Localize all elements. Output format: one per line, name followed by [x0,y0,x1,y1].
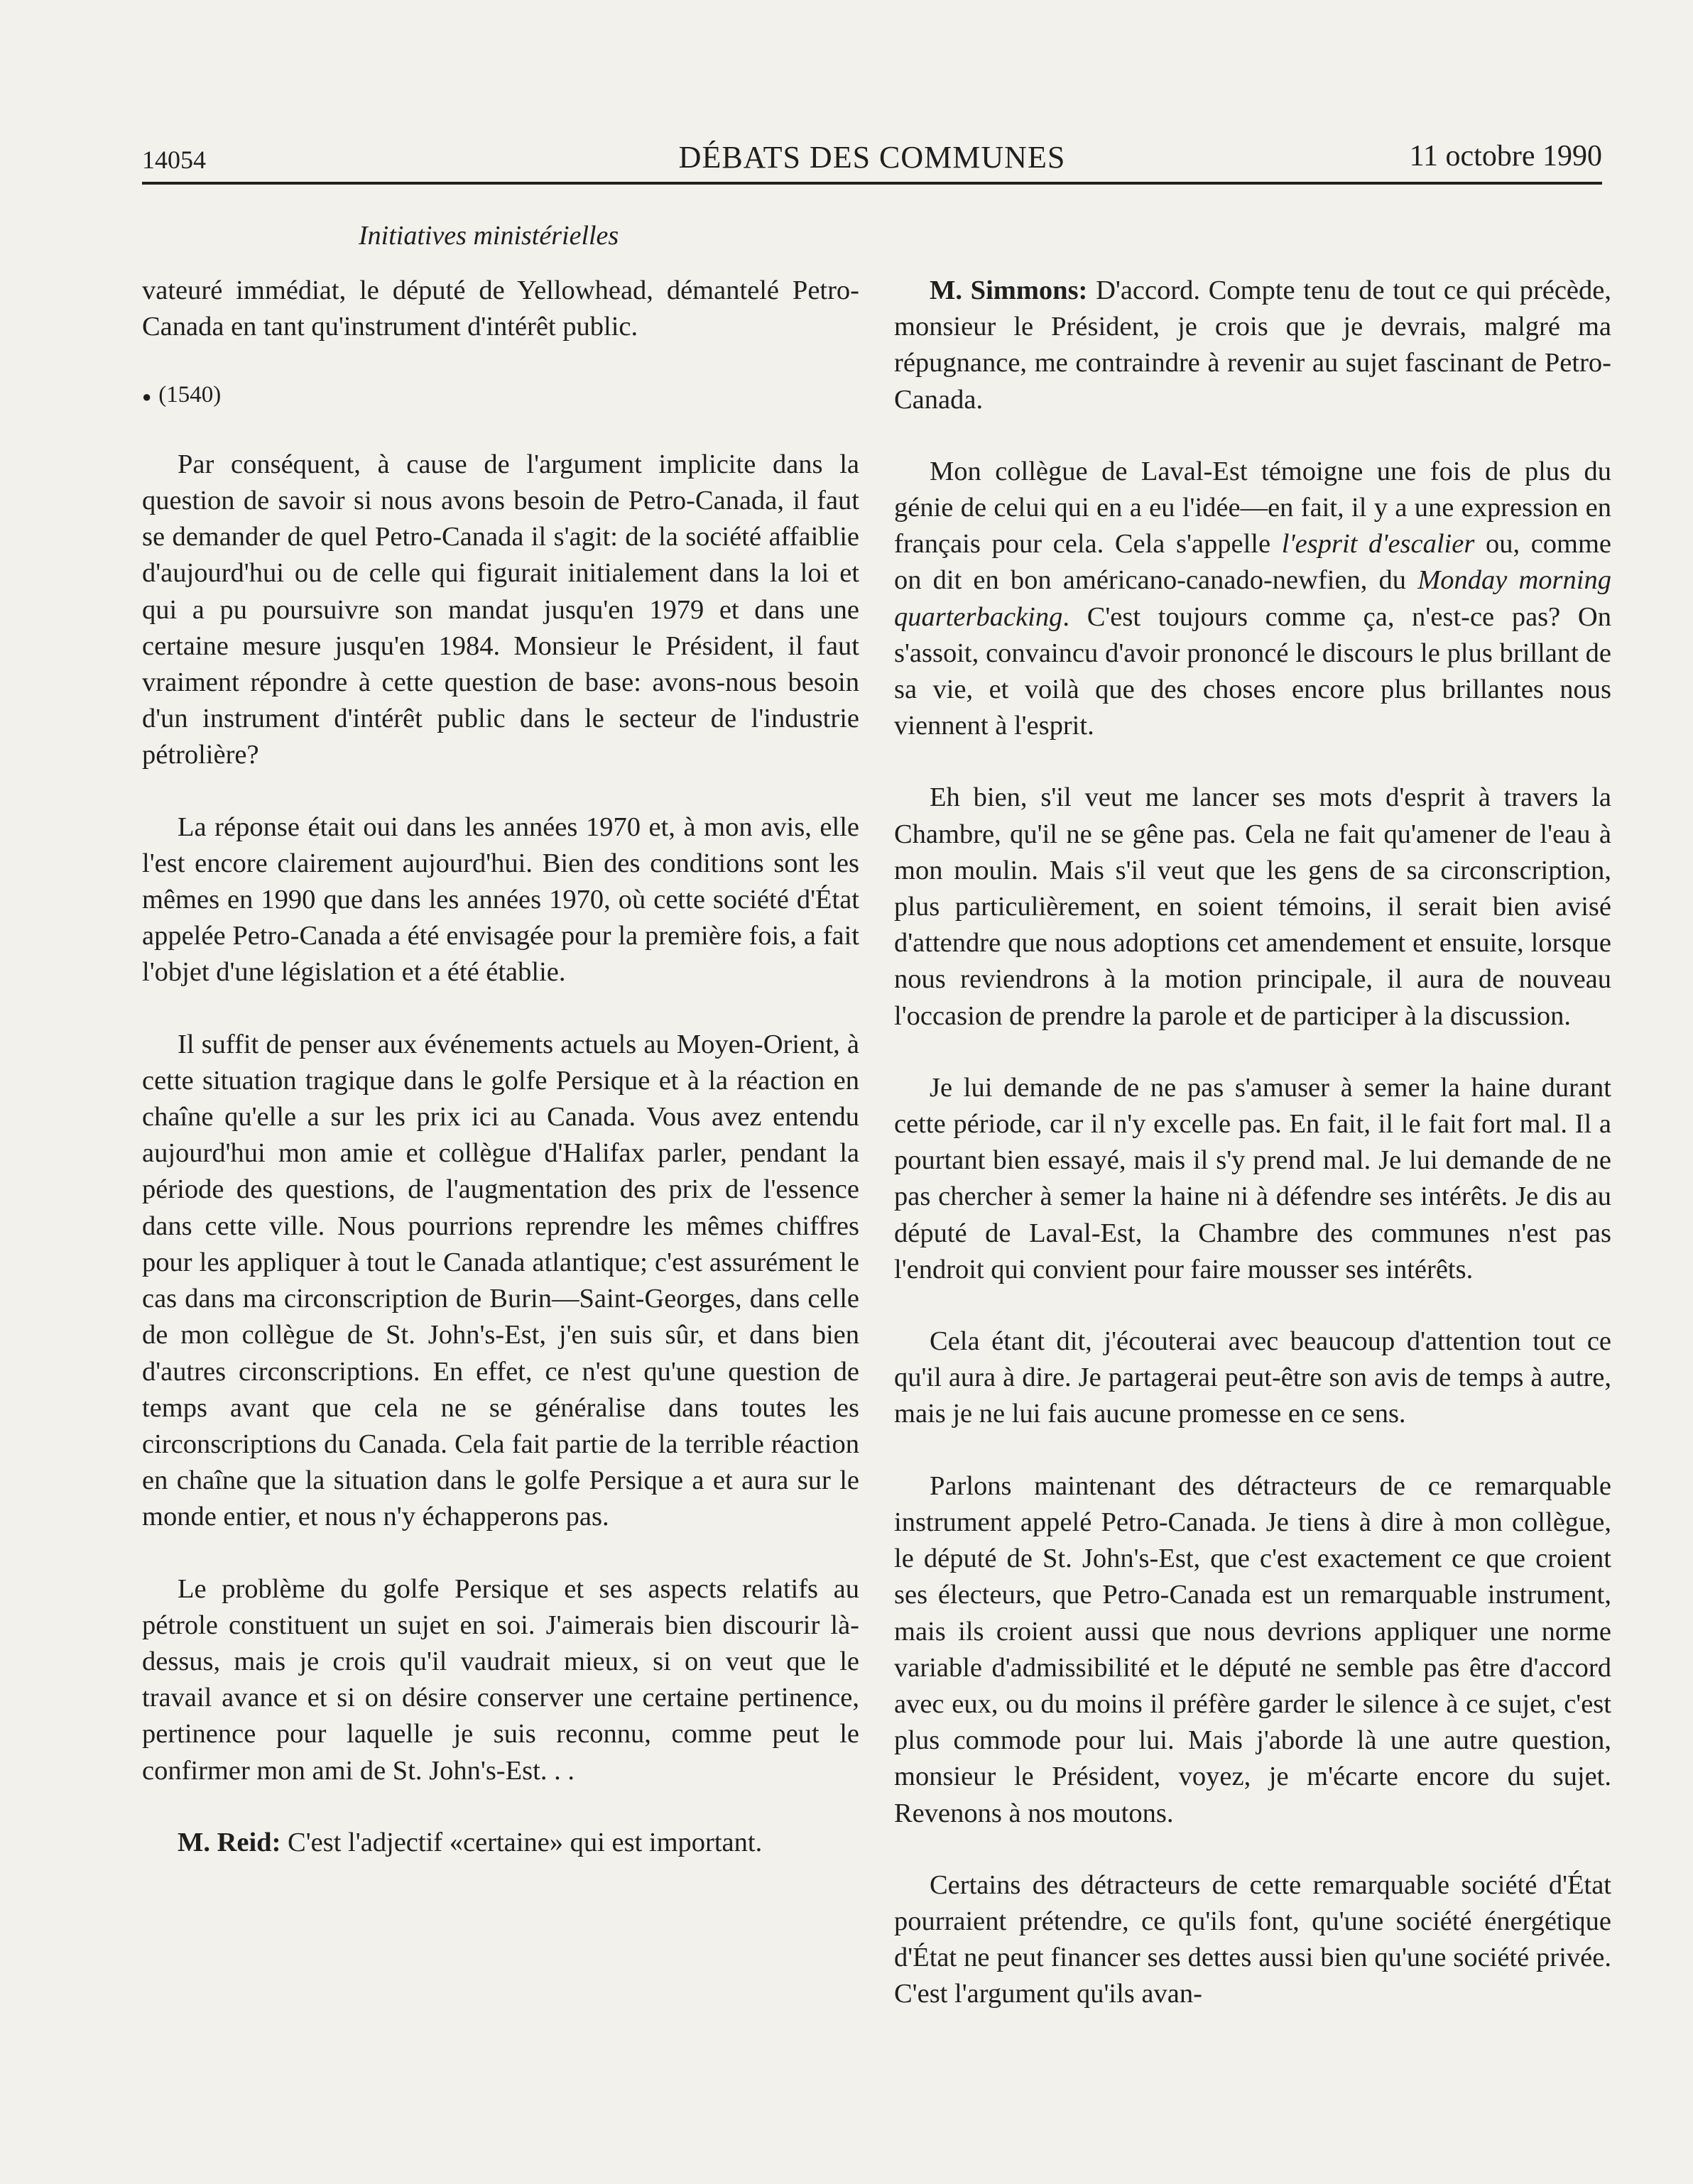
timestamp [142,381,859,410]
paragraph [894,454,1611,745]
speech-text: C'est l'adjectif «certaine» qui est important. [288,1827,763,1857]
paragraph: La réponse était oui dans les années 1970 et, à mon avis, elle l'est encore clairement aujourd'hui. Bien des conditions sont les mêmes en 1990 que dans les années 1970, où cette société d'État appelée Petro-Canada a été envisagée pour la première fois, a fait l'objet d'une législation et a été établie. [142,812,859,988]
paragraph [894,273,1611,418]
header-date: 11 octobre 1990 [1409,140,1602,173]
paragraph: Le problème du golfe Persique et ses aspects relatifs au pétrole constituent un sujet en soi. J'aimerais bien discourir là-dessus, mais je crois qu'il vaudrait mieux, si on veut que le travail avance et si on désire conserver une certaine pertinence, pertinence pour laquelle je suis reconnu, comme peut le confirmer mon ami de St. John's-Est. . . [142,1573,859,1786]
paragraph [142,1825,859,1861]
running-title: DÉBATS DES COMMUNES [678,140,1066,175]
italic-text: Monday morning quarterbacking [894,565,1611,632]
bullet-icon: ● [142,387,152,405]
speaker-name: M. Simmons: [930,275,1088,305]
speech-text: D'accord. Compte tenu de tout ce qui précède, monsieur le Président, je crois que je devrais, malgré ma répugnance, me contraindre à revenir au sujet fascinant de Petro-Canada. [894,275,1611,415]
paragraph: vateuré immédiat, le député de Yellowhead, démantelé Petro-Canada en tant qu'instrument d'intérêt public. [142,275,859,342]
timestamp-text: (1540) [158,382,222,408]
header-rule [142,182,1602,185]
section-label: Initiatives ministérielles [359,221,619,251]
right-column [894,273,1611,2013]
page-header [142,139,1602,183]
paragraph: Certains des détracteurs de cette remarquable société d'État pourraient prétendre, ce qu'ils font, qu'une société énergétique d'État ne peut financer ses dettes aussi bien qu'une société privée. C'est l'argument qu'ils avan- [894,1869,1611,2009]
paragraph: Parlons maintenant des détracteurs de ce remarquable instrument appelé Petro-Canada. Je tiens à dire à mon collègue, le député de St. John's-Est, que c'est exactement ce que croient ses électeurs, que Petro-Canada est un remarquable instrument, mais ils croient aussi que nous devrions appliquer une norme variable d'admissibilité et le député ne semble pas être d'accord avec eux, ou du moins il préfère garder le silence à ce sujet, c'est plus commode pour lui. Mais j'aborde là une autre question, monsieur le Président, voyez, je m'écarte encore du sujet. Revenons à nos moutons. [894,1470,1611,1828]
paragraph: Eh bien, s'il veut me lancer ses mots d'esprit à travers la Chambre, qu'il ne se gêne pas. Cela ne fait qu'amener de l'eau à mon moulin. Mais s'il veut que les gens de sa circonscription, plus particulièrement, en soient témoins, il serait bien avisé d'attendre que nous adoptions cet amendement et ensuite, lorsque nous reviendrons à la motion principale, il aura de nouveau l'occasion de prendre la parole et de participer à la discussion. [894,782,1611,1031]
paragraph: Je lui demande de ne pas s'amuser à semer la haine durant cette période, car il n'y excelle pas. En fait, il le fait fort mal. Il a pourtant bien essayé, mais il s'y prend mal. Je lui demande de ne pas chercher à semer la haine ni à défendre ses intérêts. Je dis au député de Laval-Est, la Chambre des communes n'est pas l'endroit qui convient pour faire mousser ses intérêts. [894,1072,1611,1284]
text-run: . C'est toujours comme ça, n'est-ce pas? On s'assoit, convaincu d'avoir prononcé le discours le plus brillant de sa vie, et voilà que des choses encore plus brillantes nous viennent à l'esprit. [894,601,1611,741]
paragraph: Il suffit de penser aux événements actuels au Moyen-Orient, à cette situation tragique dans le golfe Persique et à la réaction en chaîne qu'elle a sur les prix ici au Canada. Vous avez entendu aujourd'hui mon amie et collègue d'Halifax parler, pendant la période des questions, de l'augmentation des prix de l'essence dans cette ville. Nous pourrions reprendre les mêmes chiffres pour les appliquer à tout le Canada atlantique; c'est assurément le cas dans ma circonscription de Burin—Saint-Georges, dans celle de mon collègue de St. John's-Est, j'en suis sûr, et dans bien d'autres circonscriptions. En effet, ce n'est qu'une question de temps avant que cela ne se généralise dans toutes les circonscriptions du Canada. Cela fait partie de la terrible réaction en chaîne que la situation dans le golfe Persique a et aura sur le monde entier, et nous n'y échapperons pas. [142,1029,859,1532]
paragraph: Par conséquent, à cause de l'argument implicite dans la question de savoir si nous avons besoin de Petro-Canada, il faut se demander de quel Petro-Canada il s'agit: de la société affaiblie d'aujourd'hui ou de celle qui figurait initialement dans la loi et qui a pu poursuivre son mandat jusqu'en 1979 et dans une certaine mesure jusqu'en 1984. Monsieur le Président, il faut vraiment répondre à cette question de base: avons-nous besoin d'un instrument d'intérêt public dans le secteur de l'industrie pétrolière? [142,449,859,770]
page-number: 14054 [142,146,206,174]
italic-text: l'esprit d'escalier [1281,529,1475,559]
left-column [142,273,859,1861]
text-run: ou, comme on dit en bon américano-canado-newfien, du [894,529,1612,596]
speaker-name: M. Reid: [178,1827,281,1857]
paragraph: Cela étant dit, j'écouterai avec beaucoup d'attention tout ce qu'il aura à dire. Je partagerai peut-être son avis de temps à autre, mais je ne lui fais aucune promesse en ce sens. [894,1326,1611,1429]
text-run: Mon collègue de Laval-Est témoigne une fois de plus du génie de celui qui en a eu l'idée—en fait, il y a une expression en français pour cela. Cela s'appelle [894,456,1611,559]
